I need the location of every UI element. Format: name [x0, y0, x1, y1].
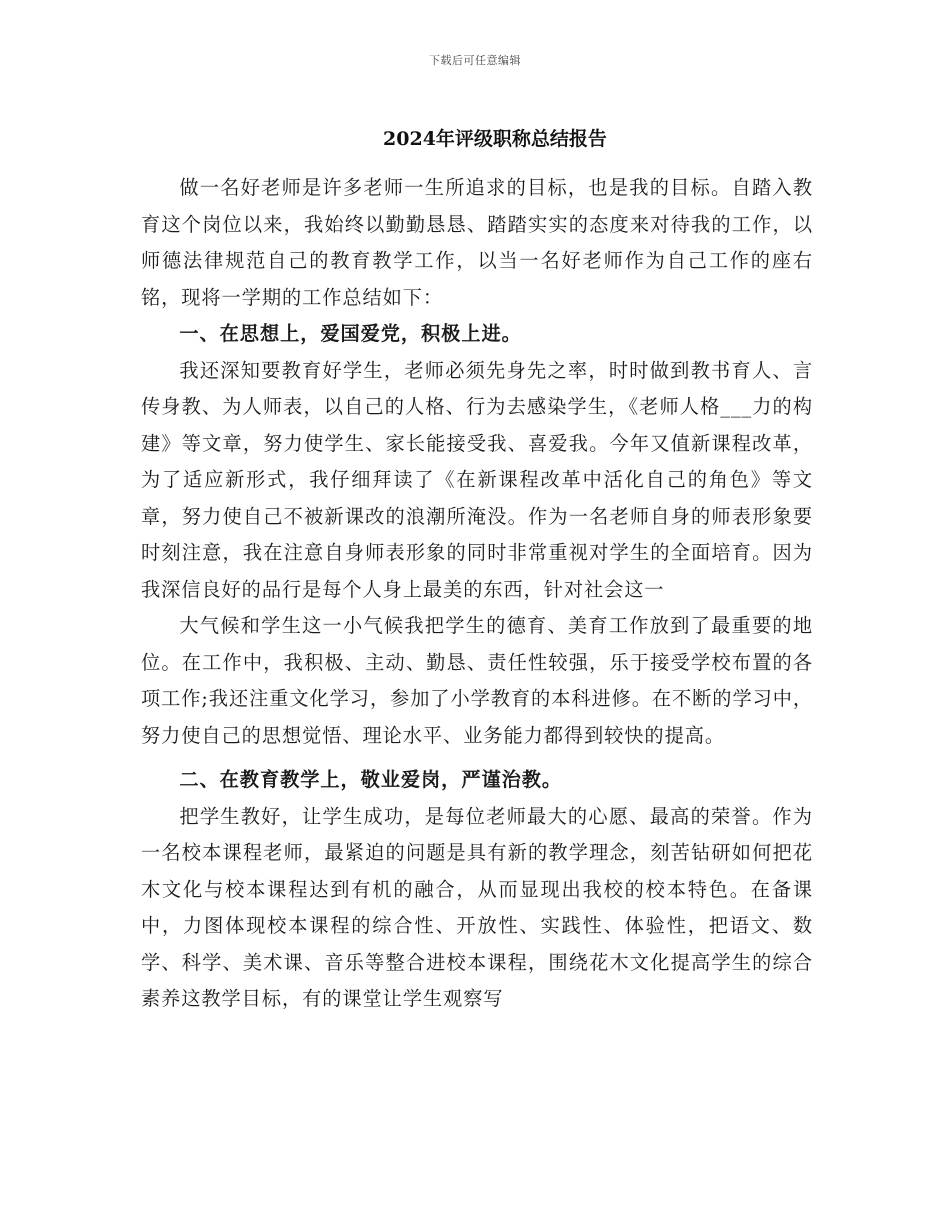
paragraph-teaching: 把学生教好，让学生成功，是每位老师最大的心愿、最高的荣誉。作为一名校本课程老师，最紧迫的问题是具有新的教学理念，刻苦钻研如何把花木文化与校本课程达到有机的融合，从而显现出我校的校本特色。在备课中，力图体现校本课程的综合性、开放性、实践性、体验性，把语文、数学、科学、美术课、音乐等整合进校本课程，围绕花木文化提高学生的综合素养这教学目标，有的课堂让学生观察写 [141, 804, 813, 1010]
paragraph-ideology: 我还深知要教育好学生，老师必须先身先之率，时时做到教书育人、言传身教、为人师表，以自己的人格、行为去感染学生，《老师人格___力的构建》等文章，努力使学生、家长能接受我、喜爱我。今年又值新课程改革，为了适应新形式，我仔细拜读了《在新课程改革中活化自己的角色》等文章，努力使自己不被新课改的浪潮所淹没。作为一名老师自身的师表形象要时刻注意，我在注意自身师表形象的同时非常重视对学生的全面培育。因为我深信良好的品行是每个人身上最美的东西，针对社会这一 [141, 358, 813, 601]
section-heading-2: 二、在教育教学上，敬业爱岗，严谨治教。 [179, 768, 563, 791]
document-body [141, 170, 813, 1018]
paragraph-moral-education: 大气候和学生这一小气候我把学生的德育、美育工作放到了最重要的地位。在工作中，我积极、主动、勤恳、责任性较强，乐于接受学校布置的各项工作;我还注重文化学习，参加了小学教育的本科进修。在不断的学习中，努力使自己的思想觉悟、理论水平、业务能力都得到较快的提高。 [141, 614, 813, 747]
section-heading-1: 一、在思想上，爱国爱党，积极上进。 [179, 322, 522, 345]
header-note: 下载后可任意编辑 [429, 54, 521, 67]
paragraph-intro: 做一名好老师是许多老师一生所追求的目标，也是我的目标。自踏入教育这个岗位以来，我始终以勤勤恳恳、踏踏实实的态度来对待我的工作，以师德法律规范自己的教育教学工作，以当一名好老师作为自己工作的座右铭，现将一学期的工作总结如下： [141, 176, 813, 309]
document-title: 2024年评级职称总结报告 [383, 128, 607, 150]
